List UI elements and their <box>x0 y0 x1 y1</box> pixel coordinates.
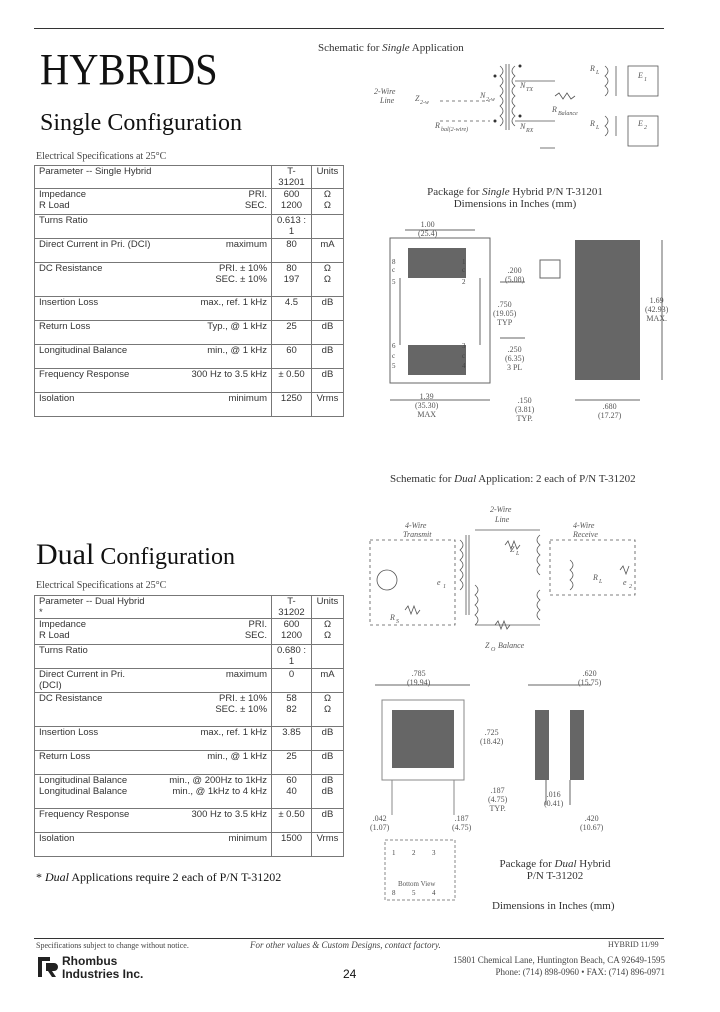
svg-text:RX: RX <box>526 128 534 134</box>
table-cell-param: Impedance R Load <box>35 189 160 215</box>
table-cell-unit: Ω Ω <box>311 263 343 297</box>
table-cell-cond: Typ., @ 1 kHz <box>159 321 272 345</box>
table-row <box>35 619 344 645</box>
dim-width-top: 1.00 (25.4) <box>418 220 438 238</box>
single-package-title: Package for Single Hybrid P/N T-31201 Dimensions in Inches (mm) <box>427 186 603 210</box>
table-cell-cond: minimum <box>149 833 271 857</box>
table-cell-value: 1250 <box>272 393 312 417</box>
table-row <box>35 809 344 833</box>
table-cell-param: Isolation <box>35 393 160 417</box>
table-cell-cond: min., @ 200Hz to 1kHz min., @ 1kHz to 4 kHz <box>149 775 271 809</box>
table-cell-value: 600 1200 <box>272 619 312 645</box>
table-header-row <box>35 166 344 189</box>
table-row <box>35 669 344 693</box>
table-cell-param: Frequency Response <box>35 809 150 833</box>
svg-text:1: 1 <box>443 584 446 590</box>
table-cell-unit: mA <box>311 669 343 693</box>
table-cell-value: 25 <box>272 751 312 775</box>
svg-text:e: e <box>623 578 627 587</box>
svg-text:Line: Line <box>495 515 510 524</box>
table-cell-cond: 300 Hz to 3.5 kHz <box>159 369 272 393</box>
svg-text:R: R <box>593 573 598 582</box>
dim-dual-pin-spacing: .187 (4.75) TYP. <box>488 786 508 813</box>
table-cell-param: Frequency Response <box>35 369 160 393</box>
svg-text:E: E <box>638 119 643 128</box>
dim-row-spacing: .750 (19.05) TYP <box>493 300 517 327</box>
table-cell-cond: maximum <box>159 239 272 263</box>
table-cell-param: DC Resistance <box>35 693 150 727</box>
table-row <box>35 369 344 393</box>
svg-text:R: R <box>390 613 395 622</box>
table-row <box>35 321 344 345</box>
svg-text:Transmit: Transmit <box>403 530 432 539</box>
single-schematic-title: Schematic for Single Application <box>318 42 464 54</box>
rhombus-logo-icon <box>36 955 60 979</box>
table-cell-param: Direct Current in Pri. (DCI) <box>35 239 160 263</box>
footer-left-note: Specifications subject to change without notice. <box>36 941 189 950</box>
svg-text:2-w: 2-w <box>486 97 495 103</box>
svg-text:3: 3 <box>462 342 466 350</box>
svg-text:R: R <box>435 121 440 130</box>
single-spec-table <box>34 165 344 417</box>
table-cell-value: 60 <box>272 345 312 369</box>
svg-text:1: 1 <box>644 77 647 83</box>
table-cell-unit: dB <box>311 809 343 833</box>
table-row <box>35 189 344 215</box>
table-cell-unit <box>311 645 343 669</box>
table-cell-cond: min., @ 1 kHz <box>149 751 271 775</box>
dual-spec-table <box>34 595 344 857</box>
dim-dual-depth: .620 (15.75) <box>578 669 602 687</box>
svg-text:2-w: 2-w <box>420 100 429 106</box>
single-heading: Single Configuration <box>40 110 242 136</box>
svg-text:Balance: Balance <box>498 641 525 650</box>
svg-text:L: L <box>516 551 520 557</box>
table-cell-cond: 300 Hz to 3.5 kHz <box>149 809 271 833</box>
table-cell-param: Isolation <box>35 833 150 857</box>
dual-schematic-title: Schematic for Dual Application: 2 each of P/N T-31202 <box>390 473 636 485</box>
dim-dual-width: .785 (19.94) <box>407 669 431 687</box>
table-cell-cond: minimum <box>159 393 272 417</box>
svg-text:Z: Z <box>510 545 515 554</box>
svg-text:2-Wire: 2-Wire <box>490 505 512 514</box>
svg-text:c: c <box>392 266 396 274</box>
bottom-view-label: Bottom View <box>398 880 436 888</box>
table-row <box>35 833 344 857</box>
table-row <box>35 263 344 297</box>
table-cell-value: 60 40 <box>272 775 312 809</box>
table-row <box>35 239 344 263</box>
svg-text:5: 5 <box>412 889 416 897</box>
svg-text:N: N <box>520 122 526 131</box>
svg-text:S: S <box>396 619 399 625</box>
svg-text:Receive: Receive <box>573 530 598 539</box>
table-cell-param: Longitudinal Balance Longitudinal Balance <box>35 775 150 809</box>
svg-text:2: 2 <box>412 849 416 857</box>
svg-text:5: 5 <box>392 362 396 370</box>
table-row <box>35 645 344 669</box>
table-row <box>35 727 344 751</box>
table-row <box>35 345 344 369</box>
table-cell-cond: PRI. ± 10% SEC. ± 10% <box>159 263 272 297</box>
svg-text:1: 1 <box>392 849 396 857</box>
dim-height: 1.69 (42.93) MAX. <box>645 296 669 323</box>
svg-text:N: N <box>480 91 486 100</box>
table-row <box>35 693 344 727</box>
single-spec-caption: Electrical Specifications at 25°C <box>36 151 167 162</box>
table-cell-cond: PRI. ± 10% SEC. ± 10% <box>149 693 271 727</box>
dual-package-title: Package for Dual Hybrid P/N T-31202 <box>499 858 611 882</box>
svg-text:N: N <box>520 81 526 90</box>
dim-pitch2: .250 (6.35) 3 PL <box>505 345 525 372</box>
svg-text:L: L <box>596 125 600 131</box>
dual-heading: Dual Configuration <box>36 538 235 571</box>
top-rule <box>34 28 664 29</box>
table-cell-param: Impedance R Load <box>35 619 150 645</box>
table-cell-cond: min., @ 1 kHz <box>159 345 272 369</box>
dim-depth: .680 (17.27) <box>598 402 622 420</box>
svg-text:8: 8 <box>392 889 396 897</box>
svg-text:1: 1 <box>462 258 466 266</box>
dual-spec-caption: Electrical Specifications at 25°C <box>36 580 167 591</box>
dim-dual-edge1: .042 (1.07) <box>370 814 390 832</box>
dim-dual-pin-length: .420 (10.67) <box>580 814 604 832</box>
table-cell-param: DC Resistance <box>35 263 160 297</box>
table-row <box>35 297 344 321</box>
dim-length: 1.39 (35.30) MAX <box>415 392 439 419</box>
dual-schematic-diagram <box>365 490 655 655</box>
single-schematic-diagram <box>340 36 670 160</box>
svg-text:Balance: Balance <box>558 111 578 117</box>
svg-text:4: 4 <box>432 889 436 897</box>
table-cell-value: 0 <box>272 669 312 693</box>
company-address: 15801 Chemical Lane, Huntington Beach, CA 92649-1595 <box>453 955 665 965</box>
svg-text:2-Wire: 2-Wire <box>374 87 396 96</box>
table-cell-value: 80 <box>272 239 312 263</box>
svg-text:R: R <box>590 64 595 73</box>
table-row <box>35 393 344 417</box>
svg-text:4-Wire: 4-Wire <box>573 521 595 530</box>
dim-dual-edge2: .187 (4.75) <box>452 814 472 832</box>
dim-dual-pin-diameter: .016 (0.41) <box>544 790 564 808</box>
table-cell-value: ± 0.50 <box>272 809 312 833</box>
table-cell-value: 4.5 <box>272 297 312 321</box>
svg-text:c: c <box>462 352 466 360</box>
svg-text:O: O <box>491 647 496 653</box>
svg-text:5: 5 <box>392 278 396 286</box>
single-package-drawing <box>380 220 670 420</box>
table-cell-unit: Ω Ω <box>311 619 343 645</box>
table-cell-unit: Ω Ω <box>311 189 343 215</box>
table-cell-cond: max., ref. 1 kHz <box>149 727 271 751</box>
table-cell-cond <box>159 215 272 239</box>
svg-text:L: L <box>599 579 603 585</box>
table-row <box>35 215 344 239</box>
dual-footnote: * Dual Applications require 2 each of P/N T-31202 <box>36 870 282 884</box>
table-cell-value: ± 0.50 <box>272 369 312 393</box>
table-header-cell: Parameter -- Single Hybrid <box>35 166 160 189</box>
svg-text:6: 6 <box>392 342 396 350</box>
table-cell-param: Return Loss <box>35 751 150 775</box>
table-row <box>35 751 344 775</box>
table-cell-unit: dB <box>311 751 343 775</box>
svg-text:E: E <box>638 71 643 80</box>
table-cell-cond: max., ref. 1 kHz <box>159 297 272 321</box>
svg-text:8: 8 <box>392 258 396 266</box>
table-cell-param: Turns Ratio <box>35 215 160 239</box>
table-header-cell: T-31201 <box>272 166 312 189</box>
table-cell-value: 1500 <box>272 833 312 857</box>
table-cell-unit <box>311 215 343 239</box>
table-cell-param: Direct Current in Pri. (DCI) <box>35 669 150 693</box>
svg-text:Line: Line <box>380 96 395 105</box>
table-cell-unit: dB dB <box>311 775 343 809</box>
table-cell-cond: maximum <box>149 669 271 693</box>
table-header-cell: Units <box>311 166 343 189</box>
table-row <box>35 775 344 809</box>
svg-text:2: 2 <box>644 125 647 131</box>
table-cell-unit: dB <box>311 345 343 369</box>
table-cell-param: Insertion Loss <box>35 297 160 321</box>
dim-pin-extension: .150 (3.81) TYP. <box>515 396 535 423</box>
table-cell-param: Insertion Loss <box>35 727 150 751</box>
svg-text:c: c <box>462 266 466 274</box>
company-phone: Phone: (714) 898-0960 • FAX: (714) 896-0971 <box>495 967 665 977</box>
table-cell-value: 600 1200 <box>272 189 312 215</box>
page-title: HYBRIDS <box>40 45 218 94</box>
table-cell-unit: Vrms <box>311 833 343 857</box>
svg-text:2: 2 <box>462 278 466 286</box>
svg-text:3: 3 <box>432 849 436 857</box>
table-header-cell: Parameter -- Dual Hybrid * <box>35 596 150 619</box>
dim-dual-height: .725 (18.42) <box>480 728 504 746</box>
table-cell-value: 0.613 : 1 <box>272 215 312 239</box>
table-cell-unit: dB <box>311 321 343 345</box>
table-cell-unit: Vrms <box>311 393 343 417</box>
company-name: Rhombus Industries Inc. <box>62 954 144 981</box>
table-cell-value: 25 <box>272 321 312 345</box>
table-cell-unit: Ω Ω <box>311 693 343 727</box>
table-cell-value: 0.680 : 1 <box>272 645 312 669</box>
svg-text:e: e <box>437 578 441 587</box>
svg-text:R: R <box>590 119 595 128</box>
table-cell-value: 80 197 <box>272 263 312 297</box>
table-cell-unit: dB <box>311 369 343 393</box>
svg-text:Z: Z <box>485 641 490 650</box>
table-cell-cond: PRI. SEC. <box>149 619 271 645</box>
svg-text:R: R <box>552 105 557 114</box>
table-cell-param: Turns Ratio <box>35 645 150 669</box>
table-header-cell <box>159 166 272 189</box>
footer-code: HYBRID 11/99 <box>608 940 659 949</box>
table-header-cell: Units <box>311 596 343 619</box>
table-header-cell: T-31202 <box>272 596 312 619</box>
page-number: 24 <box>343 967 357 981</box>
table-cell-unit: dB <box>311 297 343 321</box>
dim-pitch1: .200 (5.08) <box>505 266 525 284</box>
svg-text:4-Wire: 4-Wire <box>405 521 427 530</box>
footer-center-note: For other values & Custom Designs, contact factory. <box>250 940 441 950</box>
table-header-cell <box>149 596 271 619</box>
table-cell-param: Longitudinal Balance <box>35 345 160 369</box>
table-header-row <box>35 596 344 619</box>
table-cell-value: 3.85 <box>272 727 312 751</box>
table-cell-cond <box>149 645 271 669</box>
dual-package-dims-note: Dimensions in Inches (mm) <box>492 900 615 912</box>
svg-text:bal(2-wire): bal(2-wire) <box>441 127 469 133</box>
svg-text:Z: Z <box>415 94 420 103</box>
table-cell-unit: mA <box>311 239 343 263</box>
table-cell-unit: dB <box>311 727 343 751</box>
svg-text:TX: TX <box>526 87 534 93</box>
svg-text:2: 2 <box>629 584 632 590</box>
table-cell-value: 58 82 <box>272 693 312 727</box>
table-cell-cond: PRI. SEC. <box>159 189 272 215</box>
table-cell-param: Return Loss <box>35 321 160 345</box>
svg-text:c: c <box>392 352 396 360</box>
footer-rule <box>34 938 664 939</box>
svg-text:L: L <box>596 70 600 76</box>
svg-text:4: 4 <box>462 362 466 370</box>
